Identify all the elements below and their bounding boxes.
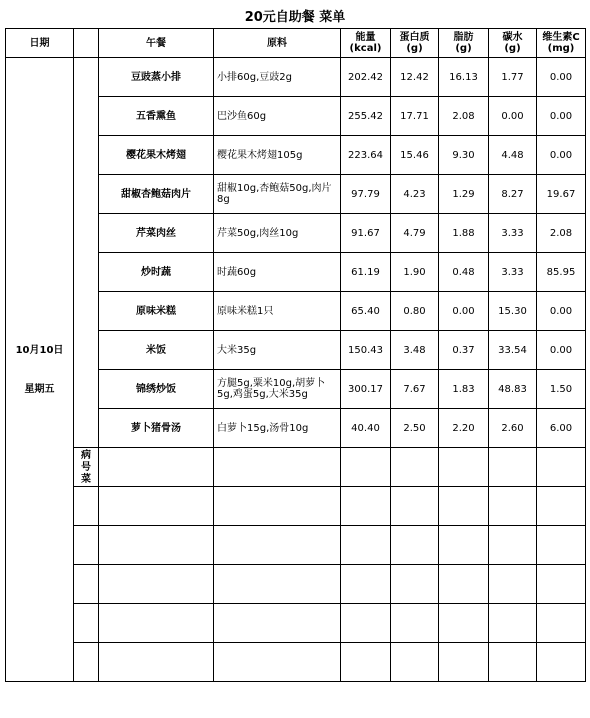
empty-cell <box>74 604 99 643</box>
dish-materials: 小排60g,豆豉2g <box>214 58 341 97</box>
dish-energy: 150.43 <box>341 331 391 370</box>
dish-protein: 2.50 <box>391 409 439 448</box>
dish-fat: 0.00 <box>439 292 489 331</box>
empty-cell <box>341 565 391 604</box>
empty-cell <box>439 448 489 487</box>
dish-name: 原味米糕 <box>99 292 214 331</box>
header-date: 日期 <box>6 29 74 58</box>
dish-protein: 4.79 <box>391 214 439 253</box>
empty-cell <box>341 526 391 565</box>
dish-carb: 3.33 <box>489 253 537 292</box>
dish-carb: 8.27 <box>489 175 537 214</box>
dish-carb: 3.33 <box>489 214 537 253</box>
dish-protein: 17.71 <box>391 97 439 136</box>
header-energy <box>341 29 391 58</box>
dish-name: 米饭 <box>99 331 214 370</box>
header-energy-line2: (kcal) <box>349 43 382 54</box>
empty-cell <box>439 565 489 604</box>
table-row <box>6 565 586 604</box>
header-row <box>6 29 586 58</box>
empty-cell <box>489 604 537 643</box>
empty-cell <box>489 448 537 487</box>
dish-vitc: 0.00 <box>537 292 586 331</box>
empty-cell <box>341 604 391 643</box>
header-energy-line1: 能量 <box>355 32 376 43</box>
dish-name: 炒时蔬 <box>99 253 214 292</box>
dish-materials: 方腿5g,粟米10g,胡萝卜5g,鸡蛋5g,大米35g <box>214 370 341 409</box>
dish-vitc: 0.00 <box>537 136 586 175</box>
dish-carb: 4.48 <box>489 136 537 175</box>
table-row <box>6 487 586 526</box>
dish-protein: 15.46 <box>391 136 439 175</box>
dish-materials: 原味米糕1只 <box>214 292 341 331</box>
table-row <box>6 643 586 682</box>
dish-protein: 12.42 <box>391 58 439 97</box>
empty-cell <box>341 487 391 526</box>
empty-cell <box>214 487 341 526</box>
dish-materials: 樱花果木烤翅105g <box>214 136 341 175</box>
header-lunch: 午餐 <box>99 29 214 58</box>
dish-carb: 15.30 <box>489 292 537 331</box>
empty-cell <box>214 604 341 643</box>
header-vitc-line1: 维生素C <box>542 32 580 43</box>
table-row <box>6 448 586 487</box>
empty-cell <box>537 604 586 643</box>
header-carb <box>489 29 537 58</box>
dish-vitc: 1.50 <box>537 370 586 409</box>
empty-cell <box>99 487 214 526</box>
header-fat-line2: (g) <box>455 43 472 54</box>
dish-energy: 91.67 <box>341 214 391 253</box>
empty-cell <box>439 487 489 526</box>
dish-vitc: 2.08 <box>537 214 586 253</box>
empty-cell <box>341 448 391 487</box>
header-vitc <box>537 29 586 58</box>
dish-vitc: 6.00 <box>537 409 586 448</box>
dish-protein: 3.48 <box>391 331 439 370</box>
dish-materials: 芹菜50g,肉丝10g <box>214 214 341 253</box>
empty-cell <box>74 526 99 565</box>
empty-cell <box>74 643 99 682</box>
empty-cell <box>537 526 586 565</box>
dish-fat: 1.88 <box>439 214 489 253</box>
header-carb-line1: 碳水 <box>502 32 523 43</box>
dish-energy: 40.40 <box>341 409 391 448</box>
empty-cell <box>537 448 586 487</box>
menu-table <box>5 28 586 682</box>
dish-name: 樱花果木烤翅 <box>99 136 214 175</box>
header-protein <box>391 29 439 58</box>
dish-materials: 时蔬60g <box>214 253 341 292</box>
empty-cell <box>214 526 341 565</box>
dish-name: 豆豉蒸小排 <box>99 58 214 97</box>
empty-cell <box>439 643 489 682</box>
dish-carb: 2.60 <box>489 409 537 448</box>
dish-fat: 0.37 <box>439 331 489 370</box>
empty-cell <box>99 565 214 604</box>
dish-carb: 1.77 <box>489 58 537 97</box>
dish-energy: 97.79 <box>341 175 391 214</box>
empty-cell <box>489 643 537 682</box>
sick-label-char: 号 <box>81 462 91 473</box>
empty-cell <box>99 604 214 643</box>
dish-materials: 大米35g <box>214 331 341 370</box>
empty-cell <box>537 643 586 682</box>
empty-cell <box>391 565 439 604</box>
header-vitc-line2: (mg) <box>547 43 575 54</box>
header-protein-line2: (g) <box>406 43 423 54</box>
table-row <box>6 58 586 97</box>
dish-carb: 48.83 <box>489 370 537 409</box>
empty-cell <box>214 643 341 682</box>
dish-energy: 202.42 <box>341 58 391 97</box>
empty-cell <box>439 526 489 565</box>
dish-vitc: 0.00 <box>537 97 586 136</box>
dish-fat: 16.13 <box>439 58 489 97</box>
dish-protein: 1.90 <box>391 253 439 292</box>
date-cell <box>6 58 74 682</box>
empty-cell <box>439 604 489 643</box>
empty-cell <box>489 526 537 565</box>
header-carb-line2: (g) <box>504 43 521 54</box>
dish-energy: 300.17 <box>341 370 391 409</box>
empty-cell <box>537 487 586 526</box>
empty-cell <box>391 487 439 526</box>
dish-vitc: 85.95 <box>537 253 586 292</box>
dish-name: 芹菜肉丝 <box>99 214 214 253</box>
dish-vitc: 0.00 <box>537 331 586 370</box>
empty-cell <box>391 526 439 565</box>
dish-materials: 巴沙鱼60g <box>214 97 341 136</box>
empty-cell <box>391 604 439 643</box>
dish-name: 五香熏鱼 <box>99 97 214 136</box>
empty-cell <box>391 643 439 682</box>
empty-cell <box>489 487 537 526</box>
header-protein-line1: 蛋白质 <box>399 32 430 43</box>
empty-cell <box>74 487 99 526</box>
empty-cell <box>99 448 214 487</box>
blank-cell <box>74 58 99 448</box>
dish-fat: 9.30 <box>439 136 489 175</box>
empty-cell <box>99 643 214 682</box>
empty-cell <box>391 448 439 487</box>
empty-cell <box>489 565 537 604</box>
dish-fat: 1.29 <box>439 175 489 214</box>
dish-protein: 0.80 <box>391 292 439 331</box>
sick-label-char: 病 <box>81 450 91 461</box>
empty-cell <box>214 565 341 604</box>
table-row <box>6 604 586 643</box>
dish-carb: 0.00 <box>489 97 537 136</box>
sick-label-char: 菜 <box>81 474 91 485</box>
table-row <box>6 526 586 565</box>
dish-energy: 223.64 <box>341 136 391 175</box>
sick-menu-label <box>74 448 99 487</box>
dish-energy: 255.42 <box>341 97 391 136</box>
dish-fat: 0.48 <box>439 253 489 292</box>
dish-fat: 1.83 <box>439 370 489 409</box>
dish-vitc: 19.67 <box>537 175 586 214</box>
empty-cell <box>214 448 341 487</box>
dish-protein: 7.67 <box>391 370 439 409</box>
date-label: 10月10日 <box>15 344 64 356</box>
dish-name: 萝卜猪骨汤 <box>99 409 214 448</box>
dish-vitc: 0.00 <box>537 58 586 97</box>
header-blank <box>74 29 99 58</box>
empty-cell <box>341 643 391 682</box>
dish-energy: 61.19 <box>341 253 391 292</box>
dish-materials: 甜椒10g,杏鲍菇50g,肉片8g <box>214 175 341 214</box>
header-fat <box>439 29 489 58</box>
header-materials: 原料 <box>214 29 341 58</box>
dish-carb: 33.54 <box>489 331 537 370</box>
empty-cell <box>99 526 214 565</box>
header-fat-line1: 脂肪 <box>453 32 474 43</box>
dish-name: 锦绣炒饭 <box>99 370 214 409</box>
dish-name: 甜椒杏鲍菇肉片 <box>99 175 214 214</box>
empty-cell <box>537 565 586 604</box>
page-title: 20元自助餐 菜单 <box>244 10 346 25</box>
dish-materials: 白萝卜15g,汤骨10g <box>214 409 341 448</box>
weekday-label: 星期五 <box>24 383 55 395</box>
dish-fat: 2.20 <box>439 409 489 448</box>
dish-fat: 2.08 <box>439 97 489 136</box>
dish-protein: 4.23 <box>391 175 439 214</box>
empty-cell <box>74 565 99 604</box>
dish-energy: 65.40 <box>341 292 391 331</box>
